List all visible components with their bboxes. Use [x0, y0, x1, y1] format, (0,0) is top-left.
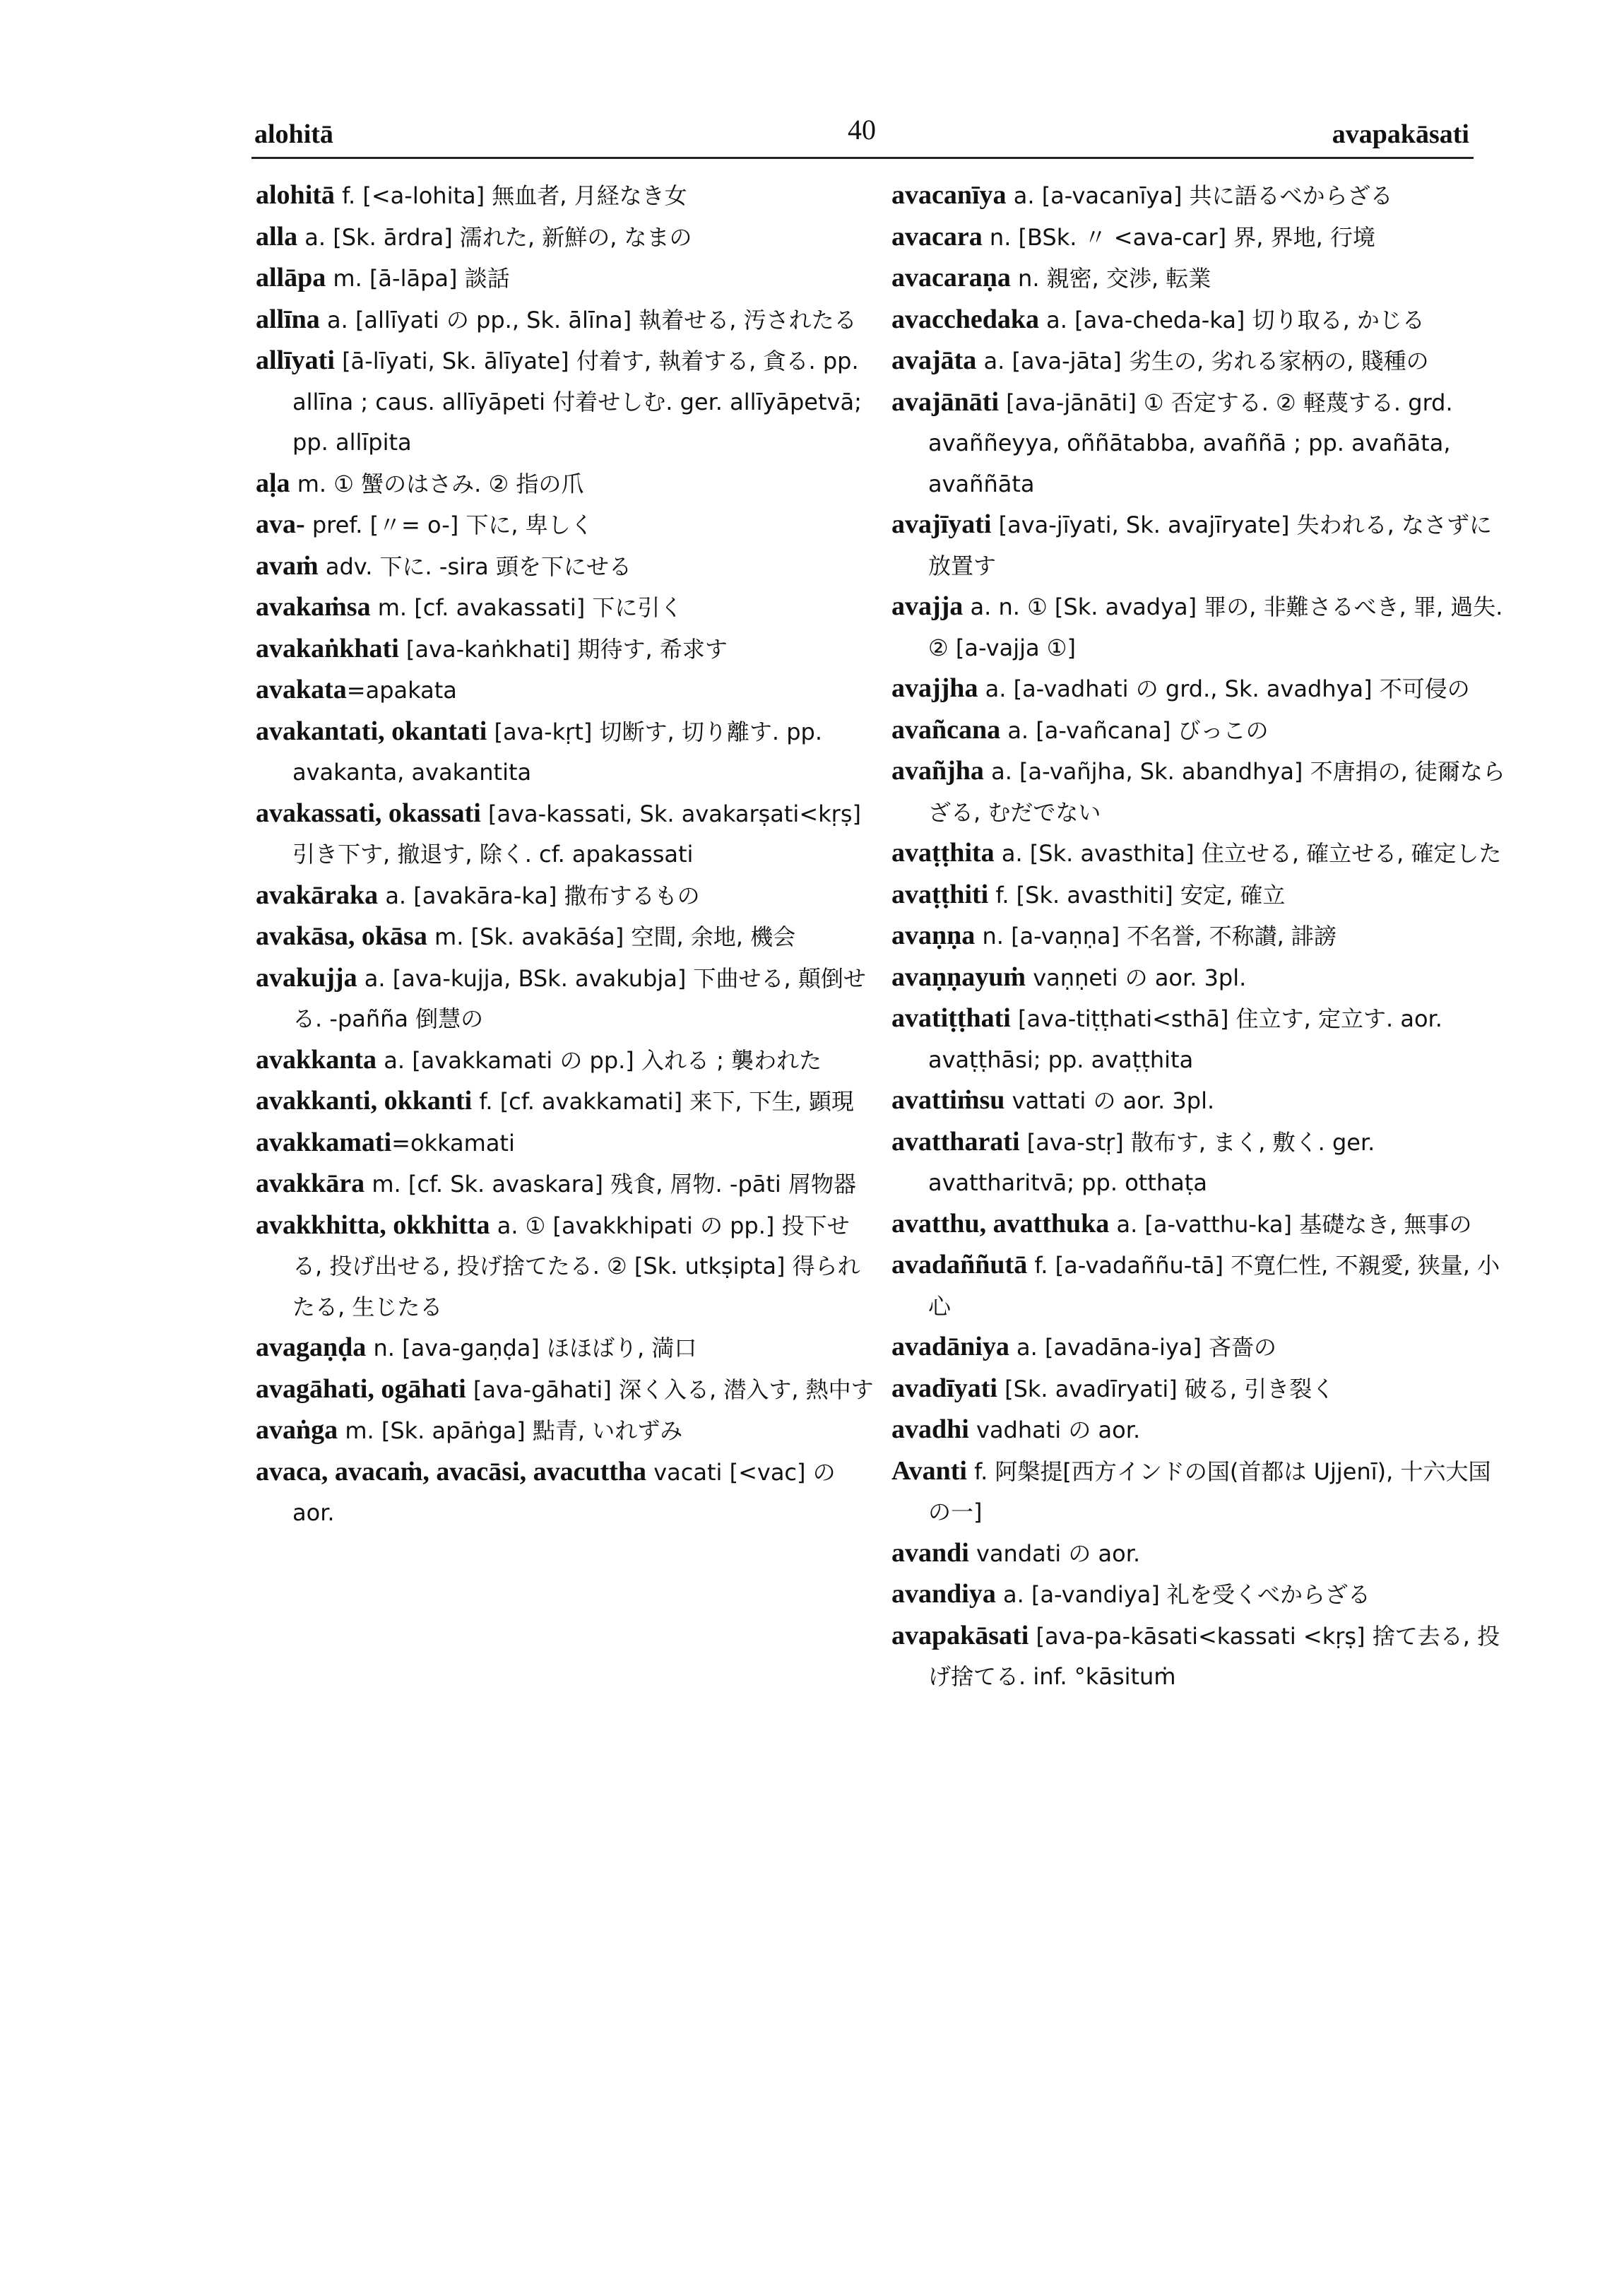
entry-headword: avajāta [891, 345, 977, 375]
entry-definition: n. [ava-gaṇḍa] ほほばり, 満口 [366, 1335, 697, 1361]
dictionary-entry [256, 1410, 877, 1452]
entry-headword: avakkamati [256, 1127, 392, 1157]
dictionary-entry [891, 1204, 1513, 1246]
entry-definition: vacati [<vac] の aor. [292, 1458, 836, 1526]
dictionary-entry [256, 504, 877, 546]
dictionary-entry [256, 1452, 877, 1534]
entry-headword: avaṭṭhiti [891, 879, 989, 909]
entry-headword: avañjha [891, 756, 984, 786]
dictionary-entry [891, 998, 1513, 1080]
dictionary-entry [256, 258, 877, 300]
entry-definition: a. [ava-kujja, BSk. avakubja] 下曲せる, 顛倒せる. -pañña 倒慧の [292, 964, 866, 1032]
entry-definition: [ava-kassati, Sk. avakarṣati<kṛṣ] 引き下す, 撤退す, 除く. cf. apakassati [292, 800, 861, 868]
entry-headword: avaṇṇa [891, 921, 976, 950]
entry-definition: a. [Sk. avasthita] 住立せる, 確立せる, 確定した [994, 840, 1502, 867]
entry-definition: m. [ā-lāpa] 談話 [326, 265, 510, 292]
entry-headword: avattiṁsu [891, 1085, 1005, 1115]
entry-definition: m. [cf. Sk. avaskara] 残食, 屑物. -pāti 屑物器 [364, 1171, 856, 1198]
entry-definition: [ava-gāhati] 深く入る, 潜入す, 熱中す [466, 1376, 874, 1403]
dictionary-entry [256, 958, 877, 1040]
dictionary-entry [256, 1164, 877, 1205]
entry-definition: vandati の aor. [968, 1539, 1141, 1567]
entry-headword: avagaṇḍa [256, 1332, 367, 1362]
entry-definition: f. 阿槃提[西方インドの国(首都は Ujjenī), 十六大国の一] [928, 1458, 1491, 1525]
entry-headword: avakaṅkhati [256, 633, 399, 663]
entry-headword: avacara [891, 221, 983, 252]
entry-headword: avañcana [891, 714, 1001, 745]
dictionary-entry [256, 1369, 877, 1411]
entry-definition: [ava-tiṭṭhati<sthā] 住立す, 定立す. aor. avaṭṭhāsi; pp. avaṭṭhita [928, 1005, 1442, 1073]
entry-headword: allāpa [256, 263, 326, 292]
dictionary-entry [891, 957, 1513, 999]
entry-headword: avaca, avacaṁ, avacāsi, avacuttha [256, 1456, 647, 1486]
dictionary-entry [891, 382, 1513, 505]
dictionary-entry [891, 668, 1513, 710]
entry-definition: vaṇṇeti の aor. 3pl. [1026, 964, 1247, 991]
entry-headword: avaṇṇayuṁ [891, 962, 1026, 992]
entry-definition: a. [avakkamati の pp.] 入れる ; 襲われた [377, 1046, 822, 1074]
entry-definition: a. [ava-jāta] 劣生の, 劣れる家柄の, 賤種の [976, 348, 1429, 374]
entry-headword: avacaraṇa [891, 263, 1011, 292]
dictionary-entry [891, 1368, 1513, 1410]
dictionary-entry [256, 793, 877, 875]
entry-headword: avakata [256, 675, 347, 704]
entry-definition: a. [allīyati の pp., Sk. ālīna] 執着せる, 汚されたる [319, 306, 857, 333]
entry-headword: allīna [256, 304, 320, 334]
dictionary-entry [256, 1328, 877, 1369]
running-head [254, 113, 1469, 155]
entry-headword: avaṅga [256, 1415, 338, 1445]
entry-definition: [ava-stṛ] 散布す, まく, 敷く. ger. avattharitvā; pp. otthaṭa [928, 1128, 1375, 1196]
entry-headword: avadīyati [891, 1373, 997, 1403]
entry-headword: aḷa [256, 468, 290, 498]
entry-headword: avakujja [256, 962, 357, 993]
entry-definition: a. ① [avakkhipati の pp.] 投下せる, 投げ出せる, 投げ捨てたる. ② [Sk. utkṣipta] 得られたる, 生じたる [292, 1212, 860, 1320]
entry-headword: Avanti [891, 1455, 967, 1486]
dictionary-entry [891, 175, 1513, 217]
entry-headword: avandi [891, 1537, 969, 1568]
entry-headword: avajjha [891, 673, 978, 703]
entry-definition: vattati の aor. 3pl. [1004, 1087, 1215, 1114]
entry-definition: a. [Sk. ārdra] 濡れた, 新鮮の, なまの [297, 223, 692, 251]
dictionary-entry [256, 341, 877, 463]
dictionary-entry [891, 710, 1513, 752]
entry-definition: a. [a-vacanīya] 共に語るべからざる [1006, 182, 1393, 209]
entry-definition: vadhati の aor. [968, 1417, 1141, 1443]
entry-headword: avatthu, avatthuka [891, 1208, 1110, 1238]
right-column [891, 175, 1513, 1698]
dictionary-entry [891, 341, 1513, 382]
entry-headword: avakassati, okassati [256, 798, 481, 828]
entry-headword: avatiṭṭhati [891, 1003, 1011, 1033]
entry-definition: a. [ava-cheda-ka] 切り取る, かじる [1039, 306, 1425, 333]
entry-definition: f. [<a-lohita] 無血者, 月経なき女 [334, 182, 687, 209]
entry-headword: avapakāsati [891, 1620, 1029, 1650]
dictionary-entry [891, 1616, 1513, 1698]
header-right-guide-word: avapakāsati [1332, 119, 1469, 149]
entry-definition: a. [a-vandiya] 礼を受くべからざる [995, 1581, 1370, 1608]
entry-definition: a. [a-vañjha, Sk. abandhya] 不唐捐の, 徒爾ならざる, むだでない [928, 758, 1505, 826]
entry-headword: avadhi [891, 1414, 969, 1444]
dictionary-entry [256, 587, 877, 629]
entry-headword: avadaññutā [891, 1250, 1028, 1279]
dictionary-entry [891, 504, 1513, 586]
dictionary-entry [891, 1533, 1513, 1575]
dictionary-entry [256, 217, 877, 259]
entry-headword: avakāraka [256, 880, 379, 910]
entry-definition: [Sk. avadīryati] 破る, 引き裂く [997, 1375, 1335, 1402]
dictionary-entry [891, 1451, 1513, 1533]
entry-headword: alohitā [256, 180, 335, 210]
dictionary-entry [891, 1245, 1513, 1327]
entry-headword: allīyati [256, 345, 335, 375]
entry-headword: avadāniya [891, 1332, 1009, 1361]
entry-definition: m. [cf. avakassati] 下に引く [370, 594, 683, 621]
entry-definition: m. [Sk. avakāśa] 空間, 余地, 機会 [427, 923, 796, 950]
entry-headword: avakkanti, okkanti [256, 1086, 473, 1116]
entry-definition: a. [avadāna-iya] 吝嗇の [1009, 1334, 1277, 1361]
dictionary-entry [256, 711, 877, 793]
entry-headword: avagāhati, ogāhati [256, 1373, 466, 1404]
dictionary-entry [256, 546, 877, 588]
entry-definition: a. [a-vatthu-ka] 基礎なき, 無事の [1109, 1210, 1472, 1238]
entry-definition: m. ① 蟹のはさみ. ② 指の爪 [290, 470, 584, 497]
entry-headword: avakantati, okantati [256, 716, 487, 746]
dictionary-entry [256, 1040, 877, 1082]
dictionary-entry [256, 629, 877, 670]
dictionary-entry [891, 916, 1513, 957]
entry-headword: avaṭṭhita [891, 838, 995, 868]
entry-definition: [ā-līyati, Sk. ālīyate] 付着す, 執着する, 貪る. pp. allīna ; caus. allīyāpeti 付着せしむ. ger. allīyāpetvā; pp. allīpita [292, 348, 862, 456]
left-column [256, 175, 877, 1534]
entry-definition: n. [a-vaṇṇa] 不名誉, 不称讃, 誹謗 [975, 923, 1336, 950]
dictionary-entry [891, 300, 1513, 341]
page-number: 40 [848, 114, 876, 146]
entry-definition: a. n. ① [Sk. avadya] 罪の, 非難さるべき, 罪, 過失. ② [a-vajja ①] [928, 593, 1503, 661]
dictionary-entry [891, 258, 1513, 300]
dictionary-entry [256, 1205, 877, 1328]
entry-definition: adv. 下に. -sira 頭を下にせる [318, 552, 632, 580]
dictionary-entry [891, 875, 1513, 916]
dictionary-entry [891, 833, 1513, 875]
dictionary-entry [891, 217, 1513, 259]
entry-headword: avaṁ [256, 550, 319, 581]
entry-definition: [ava-pa-kāsati<kassati <kṛṣ] 捨て去る, 投げ捨てる. inf. °kāsituṁ [928, 1622, 1500, 1690]
entry-definition: [ava-kaṅkhati] 期待す, 希求す [398, 635, 728, 663]
entry-definition: pref. [〃= o-] 下に, 卑しく [304, 512, 593, 538]
entry-headword: avakāsa, okāsa [256, 921, 427, 951]
entry-definition: f. [cf. avakkamati] 来下, 下生, 顕現 [472, 1088, 854, 1115]
entry-definition: a. [a-vadhati の grd., Sk. avadhya] 不可侵の [978, 675, 1470, 702]
entry-headword: avacanīya [891, 180, 1007, 210]
header-left-guide-word: alohitā [254, 119, 333, 149]
dictionary-entry [256, 175, 877, 217]
dictionary-entry [256, 916, 877, 958]
dictionary-entry [256, 300, 877, 341]
entry-headword: avajja [891, 591, 964, 621]
entry-headword: alla [256, 221, 298, 252]
dictionary-entry [891, 1327, 1513, 1368]
entry-definition: a. [a-vañcana] びっこの [1000, 716, 1269, 744]
entry-definition: [ava-jīyati, Sk. avajīryate] 失われる, なさずに放置す [928, 512, 1492, 579]
entry-headword: avajānāti [891, 386, 999, 417]
entry-definition: n. [BSk. 〃 <ava-car] 界, 界地, 行境 [982, 223, 1375, 251]
entry-headword: avajīyati [891, 509, 992, 539]
dictionary-entry [256, 1123, 877, 1164]
dictionary-entry [891, 586, 1513, 668]
dictionary-entry [891, 1574, 1513, 1616]
entry-headword: ava- [256, 509, 305, 539]
entry-definition: =apakata [346, 677, 457, 704]
entry-headword: avacchedaka [891, 304, 1039, 334]
entry-headword: avattharati [891, 1126, 1020, 1157]
dictionary-entry [891, 1409, 1513, 1451]
entry-definition: m. [Sk. apāṅga] 點青, いれずみ [338, 1417, 683, 1444]
entry-definition: =okkamati [391, 1129, 515, 1157]
dictionary-entry [891, 751, 1513, 833]
entry-definition: f. [a-vadaññu-tā] 不寛仁性, 不親愛, 狭量, 小心 [928, 1252, 1500, 1320]
header-rule [251, 157, 1474, 159]
dictionary-entry [891, 1080, 1513, 1122]
entry-definition: n. 親密, 交渉, 転業 [1010, 265, 1211, 292]
dictionary-entry [891, 1122, 1513, 1204]
dictionary-entry [256, 1081, 877, 1123]
entry-headword: avakkhitta, okkhitta [256, 1210, 490, 1240]
entry-headword: avakkanta [256, 1044, 377, 1075]
entry-definition: [ava-jānāti] ① 否定する. ② 軽蔑する. grd. avaññeyya, oññātabba, avaññā ; pp. avañāta, avaññāta [928, 389, 1453, 497]
entry-definition: f. [Sk. avasthiti] 安定, 確立 [988, 881, 1286, 909]
entry-definition: [ava-kṛt] 切断す, 切り離す. pp. avakanta, avakantita [292, 718, 823, 786]
entry-headword: avakkāra [256, 1169, 365, 1198]
entry-headword: avakaṁsa [256, 592, 371, 622]
dictionary-entry [256, 875, 877, 917]
entry-headword: avandiya [891, 1579, 996, 1609]
entry-definition: a. [avakāra-ka] 撒布するもの [378, 882, 700, 909]
dictionary-entry [256, 463, 877, 505]
dictionary-entry [256, 670, 877, 711]
